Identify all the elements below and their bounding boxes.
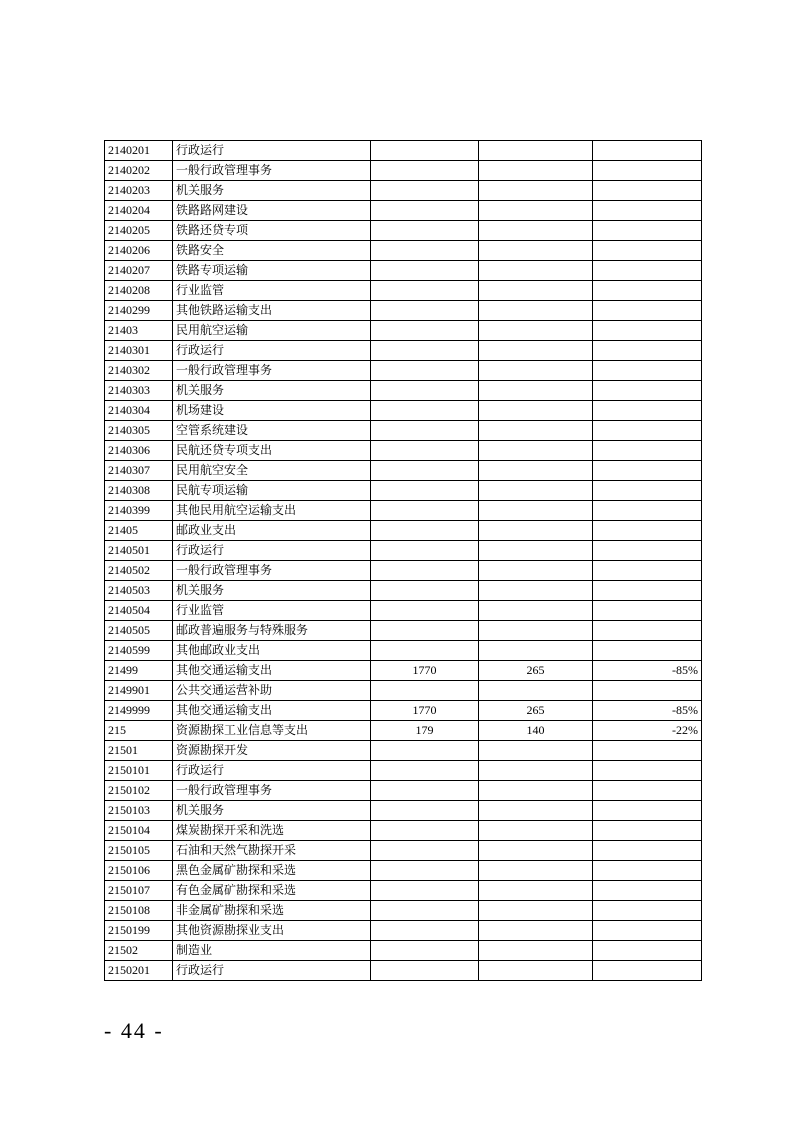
table-row: [105, 481, 702, 501]
value-2023-cell: [371, 201, 479, 221]
value-2024-cell: [479, 401, 593, 421]
name-cell: 黑色金属矿勘探和采选: [173, 861, 371, 881]
code-cell: 2140207: [105, 261, 173, 281]
name-cell: 铁路还贷专项: [173, 221, 371, 241]
code-cell: 2140205: [105, 221, 173, 241]
value-2024-cell: [479, 841, 593, 861]
value-2023-cell: [371, 481, 479, 501]
code-cell: 21405: [105, 521, 173, 541]
table-row: [105, 881, 702, 901]
name-cell: 行政运行: [173, 961, 371, 981]
change-percent-cell: [593, 901, 702, 921]
code-cell: 2140203: [105, 181, 173, 201]
change-percent-cell: [593, 181, 702, 201]
code-cell: 2140399: [105, 501, 173, 521]
value-2024-cell: [479, 321, 593, 341]
change-percent-cell: [593, 541, 702, 561]
change-percent-cell: [593, 381, 702, 401]
value-2023-cell: [371, 501, 479, 521]
name-cell: 行政运行: [173, 541, 371, 561]
table-row: [105, 341, 702, 361]
value-2023-cell: [371, 301, 479, 321]
code-cell: 2150108: [105, 901, 173, 921]
table-row: [105, 821, 702, 841]
budget-table: [104, 140, 702, 981]
change-percent-cell: [593, 321, 702, 341]
code-cell: 2140301: [105, 341, 173, 361]
code-cell: 2150105: [105, 841, 173, 861]
code-cell: 2140306: [105, 441, 173, 461]
value-2024-cell: 265: [479, 661, 593, 681]
value-2023-cell: [371, 881, 479, 901]
value-2024-cell: [479, 481, 593, 501]
code-cell: 2140502: [105, 561, 173, 581]
value-2024-cell: [479, 201, 593, 221]
value-2023-cell: [371, 961, 479, 981]
name-cell: 其他民用航空运输支出: [173, 501, 371, 521]
value-2023-cell: [371, 941, 479, 961]
code-cell: 21499: [105, 661, 173, 681]
value-2024-cell: [479, 221, 593, 241]
code-cell: 2140501: [105, 541, 173, 561]
value-2024-cell: [479, 861, 593, 881]
table-row: [105, 841, 702, 861]
change-percent-cell: [593, 241, 702, 261]
value-2023-cell: 1770: [371, 661, 479, 681]
value-2023-cell: [371, 761, 479, 781]
code-cell: 2140304: [105, 401, 173, 421]
table-row: [105, 561, 702, 581]
value-2024-cell: 140: [479, 721, 593, 741]
name-cell: 其他铁路运输支出: [173, 301, 371, 321]
code-cell: 2149901: [105, 681, 173, 701]
name-cell: 其他交通运输支出: [173, 701, 371, 721]
name-cell: 机关服务: [173, 181, 371, 201]
value-2023-cell: [371, 641, 479, 661]
code-cell: 2140202: [105, 161, 173, 181]
name-cell: 资源勘探工业信息等支出: [173, 721, 371, 741]
code-cell: 2140201: [105, 141, 173, 161]
table-row: [105, 281, 702, 301]
change-percent-cell: [593, 581, 702, 601]
change-percent-cell: [593, 941, 702, 961]
table-row: [105, 641, 702, 661]
change-percent-cell: [593, 881, 702, 901]
change-percent-cell: [593, 561, 702, 581]
value-2023-cell: [371, 601, 479, 621]
name-cell: 非金属矿勘探和采选: [173, 901, 371, 921]
name-cell: 公共交通运营补助: [173, 681, 371, 701]
value-2024-cell: [479, 601, 593, 621]
value-2023-cell: [371, 681, 479, 701]
code-cell: 2140204: [105, 201, 173, 221]
change-percent-cell: -85%: [593, 661, 702, 681]
name-cell: 一般行政管理事务: [173, 161, 371, 181]
value-2023-cell: [371, 741, 479, 761]
table-row: [105, 861, 702, 881]
name-cell: 行业监管: [173, 281, 371, 301]
name-cell: 制造业: [173, 941, 371, 961]
value-2023-cell: [371, 861, 479, 881]
name-cell: 空管系统建设: [173, 421, 371, 441]
value-2024-cell: 265: [479, 701, 593, 721]
code-cell: 2140307: [105, 461, 173, 481]
table-row: [105, 901, 702, 921]
table-row: [105, 721, 702, 741]
code-cell: 2150199: [105, 921, 173, 941]
value-2023-cell: [371, 561, 479, 581]
change-percent-cell: -85%: [593, 701, 702, 721]
change-percent-cell: [593, 441, 702, 461]
name-cell: 一般行政管理事务: [173, 781, 371, 801]
change-percent-cell: [593, 621, 702, 641]
value-2023-cell: [371, 341, 479, 361]
name-cell: 机关服务: [173, 381, 371, 401]
value-2023-cell: [371, 181, 479, 201]
name-cell: 民用航空安全: [173, 461, 371, 481]
code-cell: 2150104: [105, 821, 173, 841]
value-2024-cell: [479, 241, 593, 261]
code-cell: 21403: [105, 321, 173, 341]
table-row: [105, 921, 702, 941]
table-row: [105, 601, 702, 621]
change-percent-cell: [593, 401, 702, 421]
value-2023-cell: [371, 461, 479, 481]
value-2024-cell: [479, 741, 593, 761]
table-row: [105, 621, 702, 641]
value-2024-cell: [479, 881, 593, 901]
change-percent-cell: [593, 821, 702, 841]
name-cell: 机场建设: [173, 401, 371, 421]
page-number: - 44 -: [104, 1018, 164, 1043]
value-2023-cell: [371, 841, 479, 861]
table-row: [105, 261, 702, 281]
code-cell: 2150103: [105, 801, 173, 821]
value-2023-cell: [371, 421, 479, 441]
name-cell: 煤炭勘探开采和洗选: [173, 821, 371, 841]
code-cell: 215: [105, 721, 173, 741]
change-percent-cell: [593, 421, 702, 441]
code-cell: 2150102: [105, 781, 173, 801]
value-2024-cell: [479, 421, 593, 441]
table-row: [105, 181, 702, 201]
value-2024-cell: [479, 161, 593, 181]
value-2024-cell: [479, 461, 593, 481]
name-cell: 行政运行: [173, 341, 371, 361]
name-cell: 资源勘探开发: [173, 741, 371, 761]
value-2024-cell: [479, 341, 593, 361]
name-cell: 铁路路网建设: [173, 201, 371, 221]
value-2023-cell: 1770: [371, 701, 479, 721]
value-2024-cell: [479, 941, 593, 961]
value-2023-cell: [371, 401, 479, 421]
code-cell: 2140599: [105, 641, 173, 661]
name-cell: 民航还贷专项支出: [173, 441, 371, 461]
change-percent-cell: [593, 641, 702, 661]
name-cell: 邮政普遍服务与特殊服务: [173, 621, 371, 641]
name-cell: 铁路专项运输: [173, 261, 371, 281]
change-percent-cell: [593, 221, 702, 241]
change-percent-cell: [593, 601, 702, 621]
code-cell: 2140505: [105, 621, 173, 641]
table-row: [105, 781, 702, 801]
table-row: [105, 521, 702, 541]
value-2024-cell: [479, 801, 593, 821]
value-2023-cell: [371, 381, 479, 401]
table-row: [105, 441, 702, 461]
budget-table-container: [104, 140, 701, 981]
code-cell: 2140206: [105, 241, 173, 261]
name-cell: 一般行政管理事务: [173, 561, 371, 581]
value-2024-cell: [479, 261, 593, 281]
change-percent-cell: [593, 201, 702, 221]
value-2024-cell: [479, 441, 593, 461]
value-2023-cell: [371, 361, 479, 381]
table-row: [105, 301, 702, 321]
value-2023-cell: [371, 621, 479, 641]
value-2024-cell: [479, 781, 593, 801]
value-2024-cell: [479, 521, 593, 541]
value-2023-cell: [371, 241, 479, 261]
code-cell: 2140302: [105, 361, 173, 381]
value-2024-cell: [479, 921, 593, 941]
name-cell: 其他交通运输支出: [173, 661, 371, 681]
value-2024-cell: [479, 961, 593, 981]
value-2023-cell: [371, 441, 479, 461]
table-row: [105, 221, 702, 241]
table-body: [105, 141, 702, 981]
table-row: [105, 581, 702, 601]
name-cell: 其他资源勘探业支出: [173, 921, 371, 941]
value-2024-cell: [479, 141, 593, 161]
table-row: [105, 501, 702, 521]
value-2024-cell: [479, 821, 593, 841]
change-percent-cell: [593, 841, 702, 861]
value-2024-cell: [479, 361, 593, 381]
change-percent-cell: [593, 921, 702, 941]
code-cell: 2150106: [105, 861, 173, 881]
table-row: [105, 141, 702, 161]
change-percent-cell: [593, 781, 702, 801]
code-cell: 21502: [105, 941, 173, 961]
table-row: [105, 941, 702, 961]
value-2023-cell: [371, 921, 479, 941]
value-2023-cell: [371, 281, 479, 301]
table-row: [105, 381, 702, 401]
name-cell: 民用航空运输: [173, 321, 371, 341]
value-2024-cell: [479, 901, 593, 921]
change-percent-cell: [593, 741, 702, 761]
change-percent-cell: [593, 861, 702, 881]
table-row: [105, 741, 702, 761]
change-percent-cell: [593, 341, 702, 361]
table-row: [105, 541, 702, 561]
value-2023-cell: [371, 141, 479, 161]
name-cell: 民航专项运输: [173, 481, 371, 501]
change-percent-cell: [593, 361, 702, 381]
value-2023-cell: [371, 541, 479, 561]
value-2023-cell: [371, 321, 479, 341]
change-percent-cell: [593, 141, 702, 161]
table-row: [105, 321, 702, 341]
table-row: [105, 761, 702, 781]
name-cell: 行业监管: [173, 601, 371, 621]
table-row: [105, 401, 702, 421]
code-cell: 2150101: [105, 761, 173, 781]
name-cell: 机关服务: [173, 581, 371, 601]
value-2023-cell: [371, 801, 479, 821]
value-2023-cell: [371, 221, 479, 241]
value-2024-cell: [479, 681, 593, 701]
table-row: [105, 801, 702, 821]
value-2023-cell: [371, 161, 479, 181]
value-2024-cell: [479, 381, 593, 401]
table-row: [105, 201, 702, 221]
name-cell: 机关服务: [173, 801, 371, 821]
change-percent-cell: [593, 801, 702, 821]
code-cell: 2150107: [105, 881, 173, 901]
value-2024-cell: [479, 541, 593, 561]
value-2023-cell: [371, 821, 479, 841]
table-row: [105, 161, 702, 181]
name-cell: 行政运行: [173, 141, 371, 161]
code-cell: 2140305: [105, 421, 173, 441]
change-percent-cell: [593, 301, 702, 321]
name-cell: 石油和天然气勘探开采: [173, 841, 371, 861]
code-cell: 2140308: [105, 481, 173, 501]
value-2023-cell: [371, 521, 479, 541]
change-percent-cell: -22%: [593, 721, 702, 741]
value-2024-cell: [479, 301, 593, 321]
code-cell: 21501: [105, 741, 173, 761]
table-row: [105, 241, 702, 261]
value-2023-cell: [371, 581, 479, 601]
change-percent-cell: [593, 681, 702, 701]
change-percent-cell: [593, 521, 702, 541]
change-percent-cell: [593, 261, 702, 281]
table-row: [105, 461, 702, 481]
code-cell: 2140303: [105, 381, 173, 401]
value-2024-cell: [479, 581, 593, 601]
change-percent-cell: [593, 961, 702, 981]
change-percent-cell: [593, 161, 702, 181]
table-row: [105, 961, 702, 981]
value-2023-cell: 179: [371, 721, 479, 741]
code-cell: 2140503: [105, 581, 173, 601]
name-cell: 其他邮政业支出: [173, 641, 371, 661]
change-percent-cell: [593, 761, 702, 781]
name-cell: 铁路安全: [173, 241, 371, 261]
code-cell: 2140299: [105, 301, 173, 321]
table-row: [105, 361, 702, 381]
change-percent-cell: [593, 281, 702, 301]
change-percent-cell: [593, 461, 702, 481]
value-2024-cell: [479, 761, 593, 781]
value-2023-cell: [371, 261, 479, 281]
code-cell: 2149999: [105, 701, 173, 721]
value-2024-cell: [479, 561, 593, 581]
name-cell: 有色金属矿勘探和采选: [173, 881, 371, 901]
code-cell: 2140504: [105, 601, 173, 621]
change-percent-cell: [593, 481, 702, 501]
name-cell: 一般行政管理事务: [173, 361, 371, 381]
name-cell: 行政运行: [173, 761, 371, 781]
table-row: [105, 661, 702, 681]
table-row: [105, 421, 702, 441]
table-row: [105, 681, 702, 701]
change-percent-cell: [593, 501, 702, 521]
code-cell: 2140208: [105, 281, 173, 301]
value-2024-cell: [479, 181, 593, 201]
table-row: [105, 701, 702, 721]
value-2024-cell: [479, 621, 593, 641]
value-2023-cell: [371, 901, 479, 921]
value-2023-cell: [371, 781, 479, 801]
value-2024-cell: [479, 281, 593, 301]
value-2024-cell: [479, 501, 593, 521]
name-cell: 邮政业支出: [173, 521, 371, 541]
code-cell: 2150201: [105, 961, 173, 981]
value-2024-cell: [479, 641, 593, 661]
